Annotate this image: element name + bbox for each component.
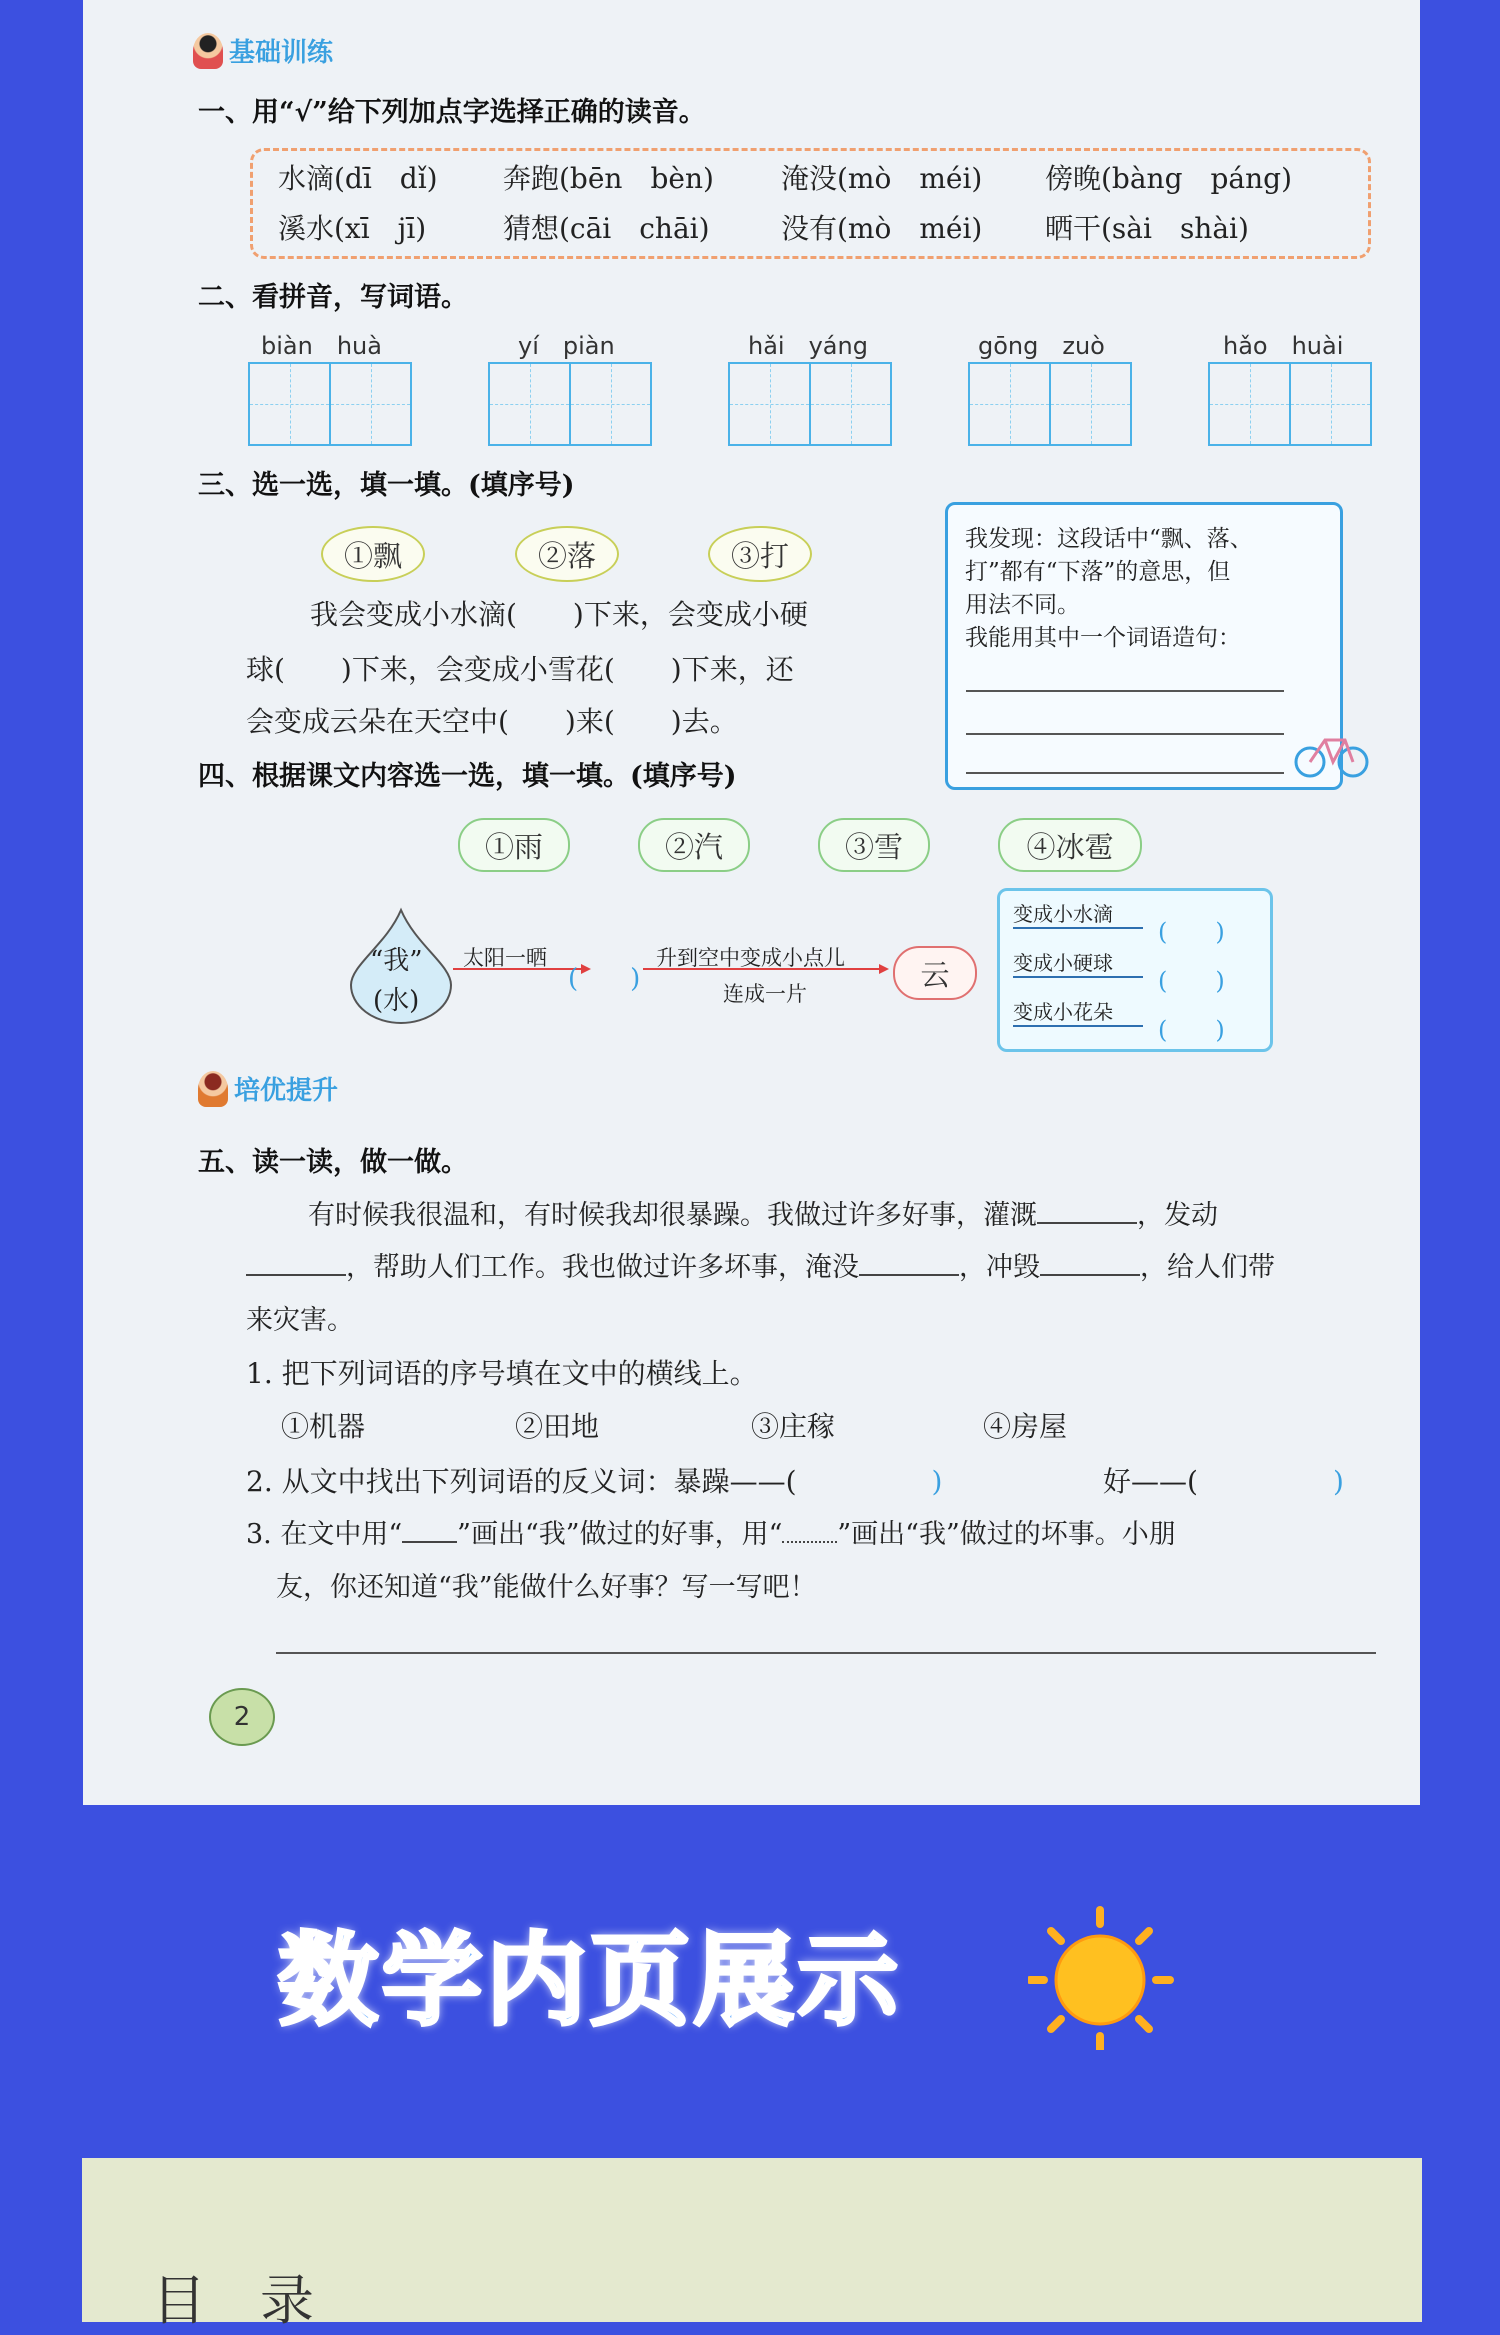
q3-note-line: 打”都有“下落”的意思，但	[965, 559, 1231, 585]
q4-result-arrow	[1013, 927, 1143, 929]
q5-passage-line1	[308, 1193, 1218, 1232]
q5-blank[interactable]	[246, 1274, 346, 1276]
q3-option-leaf: ①飘	[321, 526, 425, 582]
q3-note-line: 用法不同。	[965, 592, 1080, 618]
q1-row2-item: 猜想(cāi chāi)	[503, 212, 710, 245]
wavy-line-mark	[782, 1541, 837, 1543]
q5-choice: ①机器	[281, 1410, 366, 1443]
frog-page-number	[209, 1688, 275, 1746]
girl-reading-icon	[198, 1071, 228, 1107]
q3-note-line: 我发现：这段话中“飘、落、	[965, 526, 1253, 552]
basic-training-label: 基础训练	[229, 38, 334, 68]
q4-arrow2-label: 连成一片	[723, 982, 807, 1006]
q3-sentence-line[interactable]	[966, 772, 1284, 774]
q5-sub2	[246, 1460, 942, 1500]
q5-sub2-text: )	[1332, 1465, 1344, 1498]
q1-title: 一、用“√”给下列加点字选择正确的读音。	[198, 97, 706, 128]
q1-row2-item: 晒干(sài shài)	[1045, 212, 1249, 245]
q5-title: 五、读一读，做一做。	[198, 1147, 468, 1178]
q1-row1-item: 水滴(dī dǐ)	[278, 162, 438, 195]
bicycle-icon	[1293, 722, 1373, 782]
q3-option-leaf: ②落	[515, 526, 619, 582]
q2-pinyin: gōng zuò	[978, 332, 1105, 360]
q3-title: 三、选一选，填一填。(填序号)	[198, 470, 575, 501]
section-banner	[0, 1880, 1500, 2040]
q5-sub3-text: 3. 在文中用“	[246, 1519, 403, 1550]
q4-result-blank[interactable]: ( )	[1158, 967, 1225, 995]
q4-result-arrow	[1013, 976, 1143, 978]
q5-sub2-text: )	[931, 1465, 943, 1498]
q5-text: ，发动	[1137, 1200, 1218, 1231]
q2-pinyin: hǎo huài	[1223, 332, 1344, 360]
q4-arrow2-label: 升到空中变成小点儿	[656, 946, 845, 970]
worksheet-page	[83, 0, 1420, 1805]
q5-sub3-line2: 友，你还知道“我”能做什么好事？写一写吧！	[276, 1572, 817, 1603]
sun-icon	[1028, 1880, 1198, 2050]
q2-writing-grid[interactable]	[488, 362, 652, 446]
q5-sub2-text: 好——(	[1103, 1465, 1198, 1498]
q1-row2-item: 溪水(xī jī)	[278, 212, 427, 245]
q2-writing-grid[interactable]	[248, 362, 412, 446]
toc-heading: 目 录	[152, 2269, 314, 2332]
q1-row1-item: 傍晚(bàng páng)	[1045, 162, 1292, 195]
q5-answer-line[interactable]	[276, 1652, 1376, 1654]
boy-reading-icon	[193, 33, 223, 69]
q2-pinyin: yí piàn	[518, 332, 615, 360]
q1-row1-item: 淹没(mò méi)	[781, 162, 983, 195]
q5-text: ，冲毁	[959, 1252, 1040, 1283]
q2-pinyin: hǎi yáng	[748, 332, 868, 360]
q4-option-cloud: ④冰雹	[998, 818, 1142, 872]
basic-training-badge	[193, 32, 333, 69]
advanced-badge	[198, 1070, 338, 1107]
q2-writing-grid[interactable]	[728, 362, 892, 446]
q4-title: 四、根据课文内容选一选，填一填。(填序号)	[198, 761, 737, 792]
q5-text: ，给人们带	[1140, 1252, 1275, 1283]
q4-result-blank[interactable]: ( )	[1158, 918, 1225, 946]
q4-option-cloud: ③雪	[818, 818, 930, 872]
page-number: 2	[233, 1702, 251, 1732]
q5-sub2-text: 2. 从文中找出下列词语的反义词：暴躁——(	[246, 1465, 797, 1498]
q2-writing-grid[interactable]	[1208, 362, 1372, 446]
q2-title: 二、看拼音，写词语。	[198, 282, 468, 313]
q3-passage-line: 球( )下来，会变成小雪花( )下来，还	[246, 653, 794, 686]
q4-result-label: 变成小水滴	[1013, 902, 1113, 926]
q3-option-leaf: ③打	[708, 526, 812, 582]
q5-blank[interactable]	[859, 1274, 959, 1276]
q4-arrow1-label: 太阳一晒	[463, 946, 547, 970]
q2-writing-grid[interactable]	[968, 362, 1132, 446]
q2-pinyin: biàn huà	[261, 332, 382, 360]
next-page-preview	[82, 2158, 1422, 2332]
q1-row1-item: 奔跑(bēn bèn)	[503, 162, 714, 195]
q3-sentence-line[interactable]	[966, 733, 1284, 735]
q4-result-blank[interactable]: ( )	[1158, 1016, 1225, 1044]
q5-passage-line3: 来灾害。	[246, 1305, 354, 1336]
q4-cloud: 云	[893, 946, 977, 1000]
q1-row2-item: 没有(mò méi)	[781, 212, 983, 245]
banner-title: 数学内页展示	[278, 1922, 902, 2039]
q4-result-label: 变成小花朵	[1013, 1000, 1113, 1024]
q5-choice: ②田地	[515, 1410, 600, 1443]
q4-result-label: 变成小硬球	[1013, 951, 1113, 975]
q5-sub3-text: ”画出“我”做过的好事，用“	[457, 1519, 783, 1550]
q4-option-cloud: ①雨	[458, 818, 570, 872]
q3-note-line: 我能用其中一个词语造句：	[965, 625, 1241, 651]
straight-line-mark	[402, 1541, 457, 1543]
q5-sub1: 1. 把下列词语的序号填在文中的横线上。	[246, 1357, 758, 1390]
q4-drop-label: (水)	[373, 986, 420, 1016]
q3-passage-line: 会变成云朵在天空中( )来( )去。	[246, 705, 738, 738]
q5-sub2-good	[1103, 1460, 1344, 1500]
q5-sub3-text: ”画出“我”做过的坏事。小朋	[837, 1519, 1176, 1550]
q5-text: 有时候我很温和，有时候我却很暴躁。我做过许多好事，灌溉	[308, 1200, 1037, 1231]
q5-blank[interactable]	[1040, 1274, 1140, 1276]
q3-sentence-line[interactable]	[966, 690, 1284, 692]
q5-blank[interactable]	[1037, 1222, 1137, 1224]
q5-choice: ③庄稼	[751, 1410, 836, 1443]
q4-drop-label: “我”	[370, 946, 423, 976]
q4-option-cloud: ②汽	[638, 818, 750, 872]
q5-text: ，帮助人们工作。我也做过许多坏事，淹没	[346, 1252, 859, 1283]
advanced-label: 培优提升	[234, 1076, 339, 1106]
arrow-right-icon	[643, 962, 893, 976]
q5-passage-line2	[246, 1245, 1275, 1284]
q5-choice: ④房屋	[983, 1410, 1068, 1443]
q4-blank-1[interactable]: ( )	[568, 964, 641, 994]
q4-result-arrow	[1013, 1025, 1143, 1027]
q3-passage-line: 我会变成小水滴( )下来，会变成小硬	[310, 598, 808, 631]
q5-sub3-line1	[246, 1512, 1176, 1551]
